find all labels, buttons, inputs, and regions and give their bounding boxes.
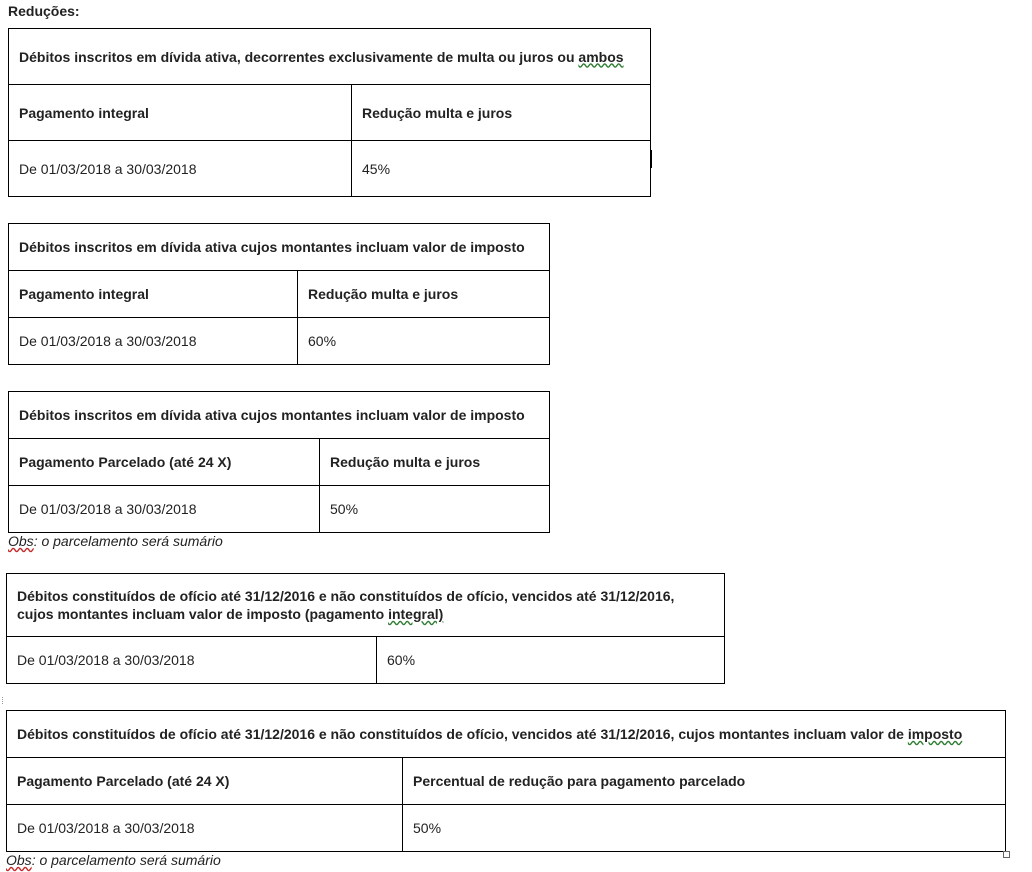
col-header-reduction: Redução multa e juros [352, 85, 651, 141]
note-text: : o parcelamento será sumário [31, 852, 221, 868]
col-header-payment: Pagamento Parcelado (até 24 X) [7, 758, 403, 805]
cell-value: 50% [403, 805, 1006, 852]
table-title [7, 711, 1006, 758]
col-header-payment: Pagamento Parcelado (até 24 X) [9, 439, 320, 486]
table-title-end: ambos [578, 48, 624, 65]
note-installments [8, 533, 223, 549]
cell-period: De 01/03/2018 a 30/03/2018 [9, 141, 352, 197]
col-header-payment: Pagamento integral [9, 85, 352, 141]
table-tax-full-payment [8, 223, 550, 365]
table-anchor-handle[interactable] [2, 697, 6, 704]
col-header-payment: Pagamento integral [9, 271, 298, 318]
section-heading: Reduções: [8, 3, 80, 19]
table-ex-officio-full-payment [6, 573, 725, 684]
text-cursor [650, 150, 652, 168]
table-title-line1: Débitos constituídos de ofício até 31/12/2016 e não constituídos de ofício, vencidos até 31/12/2016, [17, 588, 675, 604]
note-installments-2 [6, 852, 221, 868]
cell-value: 50% [320, 486, 550, 533]
cell-value: 60% [298, 318, 550, 365]
cell-value: 60% [377, 637, 725, 684]
cell-period: De 01/03/2018 a 30/03/2018 [9, 486, 320, 533]
cell-period: De 01/03/2018 a 30/03/2018 [7, 805, 403, 852]
table-title [7, 574, 725, 637]
table-title: Débitos inscritos em dívida ativa cujos montantes incluam valor de imposto [9, 392, 550, 439]
col-header-reduction: Redução multa e juros [298, 271, 550, 318]
note-text: : o parcelamento será sumário [33, 533, 223, 549]
cell-period: De 01/03/2018 a 30/03/2018 [7, 637, 377, 684]
table-title-text: Débitos constituídos de ofício até 31/12/2016 e não constituídos de ofício, vencidos até 31/12/2016, cujos montantes incluam valor de [17, 726, 904, 742]
table-title: Débitos inscritos em dívida ativa cujos montantes incluam valor de imposto [9, 224, 550, 271]
table-title-end: imposto [907, 726, 963, 742]
col-header-reduction: Redução multa e juros [320, 439, 550, 486]
table-tax-installments [8, 391, 550, 533]
table-fines-interest-only [8, 28, 651, 197]
table-ex-officio-installments [6, 710, 1006, 852]
table-title-line2: cujos montantes incluam valor de imposto (pagamento [17, 606, 385, 622]
col-header-reduction: Percentual de redução para pagamento parcelado [403, 758, 1006, 805]
cell-value: 45% [352, 141, 651, 197]
table-title-end: integral) [388, 606, 444, 622]
table-resize-handle[interactable] [1003, 851, 1010, 858]
note-abbr: Obs [8, 533, 34, 549]
table-title [9, 29, 651, 85]
note-abbr: Obs [6, 852, 32, 868]
table-title-text: Débitos inscritos em dívida ativa, decorrentes exclusivamente de multa ou juros ou [19, 48, 575, 65]
cell-period: De 01/03/2018 a 30/03/2018 [9, 318, 298, 365]
